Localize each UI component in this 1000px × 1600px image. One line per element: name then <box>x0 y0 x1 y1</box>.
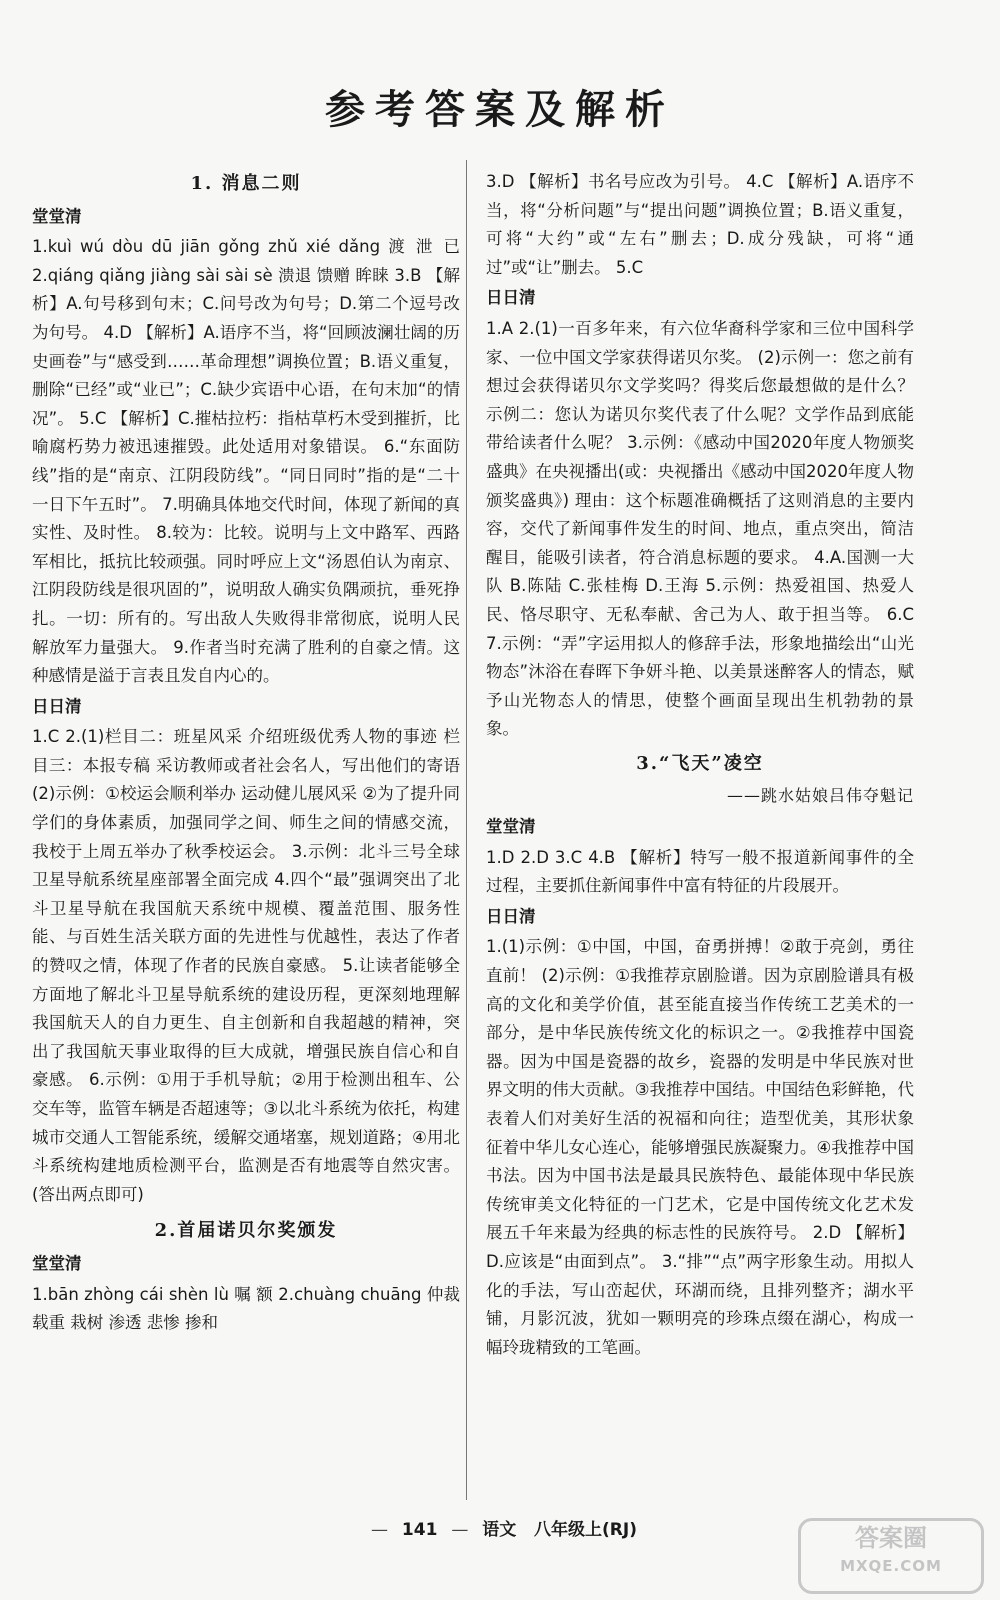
section-label: 日日清 <box>486 288 536 308</box>
section-label: 堂堂清 <box>486 817 536 837</box>
answer-paragraph: 1.A 2.(1)一百多年来，有六位华裔科学家和三位中国科学家、一位中国文学家获得诺贝尔奖。 (2)示例一：您之前有想过会获得诺贝尔文学奖吗？得奖后您最想做的是什么？ 示例二：您认为诺贝尔奖代表了什么呢？文学作品到底能带给读者什么呢？ 3.示例：《感动中国2020年度人物颁奖盛典》在央视播出(或：央视播出《感动中国2020年度人物颁奖盛典》) 理由：这个标题准确概括了这则消息的主要内容，交代了新闻事件发生的时间、地点，重点突出，简洁醒目，能吸引读者，符合消息标题的要求。 4.A.国测一大队 B.陈陆 C.张桂梅 D.王海 5.示例：热爱祖国、热爱人民、恪尽职守、无私奉献、舍己为人、敢于担当等。 6.C 7.示例：“弄”字运用拟人的修辞手法，形象地描绘出“山光物态”沐浴在春晖下争妍斗艳、以美景迷醉客人的情态，赋予山光物态人的情思，使整个画面呈现出生机勃勃的景象。 <box>486 318 914 739</box>
right-column <box>486 168 914 1362</box>
page-title: 参考答案及解析 <box>325 86 675 133</box>
watermark-main: 答案圈 <box>855 1524 927 1552</box>
footer-subject: 语文 <box>482 1520 517 1540</box>
section-label: 堂堂清 <box>32 206 82 226</box>
left-column <box>32 168 460 1338</box>
section-title-3: 3.“飞天”凌空 <box>636 752 764 774</box>
section-title-2: 2.首届诺贝尔奖颁发 <box>154 1220 338 1242</box>
section-label: 日日清 <box>32 696 82 716</box>
answer-paragraph: 1.D 2.D 3.C 4.B 【解析】特写一般不报道新闻事件的全过程，主要抓住新闻事件中富有特征的片段展开。 <box>486 847 914 896</box>
section-subtitle: ——跳水姑娘吕伟夺魁记 <box>726 786 914 806</box>
watermark-logo <box>798 1518 984 1594</box>
answer-paragraph: 1.(1)示例：①中国，中国，奋勇拼搏！②敢于亮剑，勇往直前！ (2)示例：①我推荐京剧脸谱。因为京剧脸谱具有极高的文化和美学价值，甚至能直接当作传统工艺美术的一部分，是中华民族传统文化的标识之一。②我推荐中国瓷器。因为中国是瓷器的故乡，瓷器的发明是中华民族对世界文明的伟大贡献。③我推荐中国结。中国结色彩鲜艳，代表着人们对美好生活的祝福和向往；造型优美，其形状象征着中华儿女心连心，能够增强民族凝聚力。④我推荐中国书法。因为中国书法是最具民族特色、最能体现中华民族传统审美文化特征的一门艺术，它是中国传统文化艺术发展五千年来最为经典的标志性的民族符号。 2.D 【解析】D.应该是“由面到点”。 3.“排”“点”两字形象生动。用拟人化的手法，写山峦起伏，环湖而绕，且排列整齐；湖水平铺，月影沉波，犹如一颗明亮的珍珠点缀在湖心，构成一幅玲珑精致的工笔画。 <box>486 937 914 1357</box>
answer-paragraph: 1.C 2.(1)栏目二：班星风采 介绍班级优秀人物的事迹 栏目三：本报专稿 采访教师或者社会名人，写出他们的寄语 (2)示例：①校运会顺利举办 运动健儿展风采 ②为了提升同学们的身体素质，加强同学之间、师生之间的情感交流，我校于上周五举办了秋季校运会。 3.示例：北斗三号全球卫星导航系统星座部署全面完成 4.四个“最”强调突出了北斗卫星导航在我国航天系统中规模、覆盖范围、服务性能、与百姓生活关联方面的先进性与优越性，表达了作者的赞叹之情，体现了作者的民族自豪感。 5.让读者能够全方面地了解北斗卫星导航系统的建设历程，更深刻地理解我国航天人的自力更生、自主创新和自我超越的精神，突出了我国航天事业取得的巨大成就，增强民族自信心和自豪感。 6.示例：①用于手机导航；②用于检测出租车、公交车等，监管车辆是否超速等；③以北斗系统为依托，构建城市交通人工智能系统，缓解交通堵塞，规划道路；④用北斗系统构建地质检测平台，监测是否有地震等自然灾害。(答出两点即可) <box>32 727 460 1204</box>
section-title-1: 1. 消息二则 <box>190 173 302 194</box>
watermark-site: MXQE.COM <box>840 1557 942 1575</box>
answer-paragraph: 3.D 【解析】书名号应改为引号。 4.C 【解析】A.语序不当，将“分析问题”与“提出问题”调换位置；B.语义重复，可将“大约”或“左右”删去；D.成分残缺，可将“通过”或“让”删去。 5.C <box>486 172 914 277</box>
footer-grade: 八年级上(RJ) <box>534 1520 637 1540</box>
section-label: 堂堂清 <box>32 1253 82 1273</box>
answer-paragraph: 1.kuì wú dòu dū jiān gǒng zhǔ xié dǎng 渡 泄 已 2.qiáng qiǎng jiàng sài sài sè 溃退 馈赠 眸睐 3.B 【解析】A.句号移到句末；C.问号改为句号；D.第二个逗号改为句号。 4.D 【解析】A.语序不当，将“回顾波澜壮阔的历史画卷”与“感受到……革命理想”调换位置；B.语义重复，删除“已经”或“业已”；C.缺少宾语中心语，在句末加“的情况”。 5.C 【解析】C.摧枯拉朽：指枯草朽木受到摧折，比喻腐朽势力被迅速摧毁。此处适用对象错误。 6.“东面防线”指的是“南京、江阴段防线”。“同日同时”指的是“二十一日下午五时”。 7.明确具体地交代时间，体现了新闻的真实性、及时性。 8.较为：比较。说明与上文中路军、西路军相比，抵抗比较顽强。同时呼应上文“汤恩伯认为南京、江阴段防线是很巩固的”，说明敌人确实负隅顽抗，垂死挣扎。一切：所有的。写出敌人失败得非常彻底，说明人民解放军力量强大。 9.作者当时充满了胜利的自豪之情。这种感情是溢于言表且发自内心的。 <box>32 237 460 686</box>
page-number: 141 <box>401 1520 438 1540</box>
section-label: 日日清 <box>486 906 536 926</box>
column-divider <box>466 160 467 1500</box>
answer-paragraph: 1.bān zhòng cái shèn lù 嘱 额 2.chuàng chuāng 仲裁 载重 栽树 渗透 悲惨 掺和 <box>32 1284 460 1333</box>
footer-dash-icon: — <box>371 1520 388 1540</box>
footer-dash-icon: — <box>451 1520 469 1540</box>
